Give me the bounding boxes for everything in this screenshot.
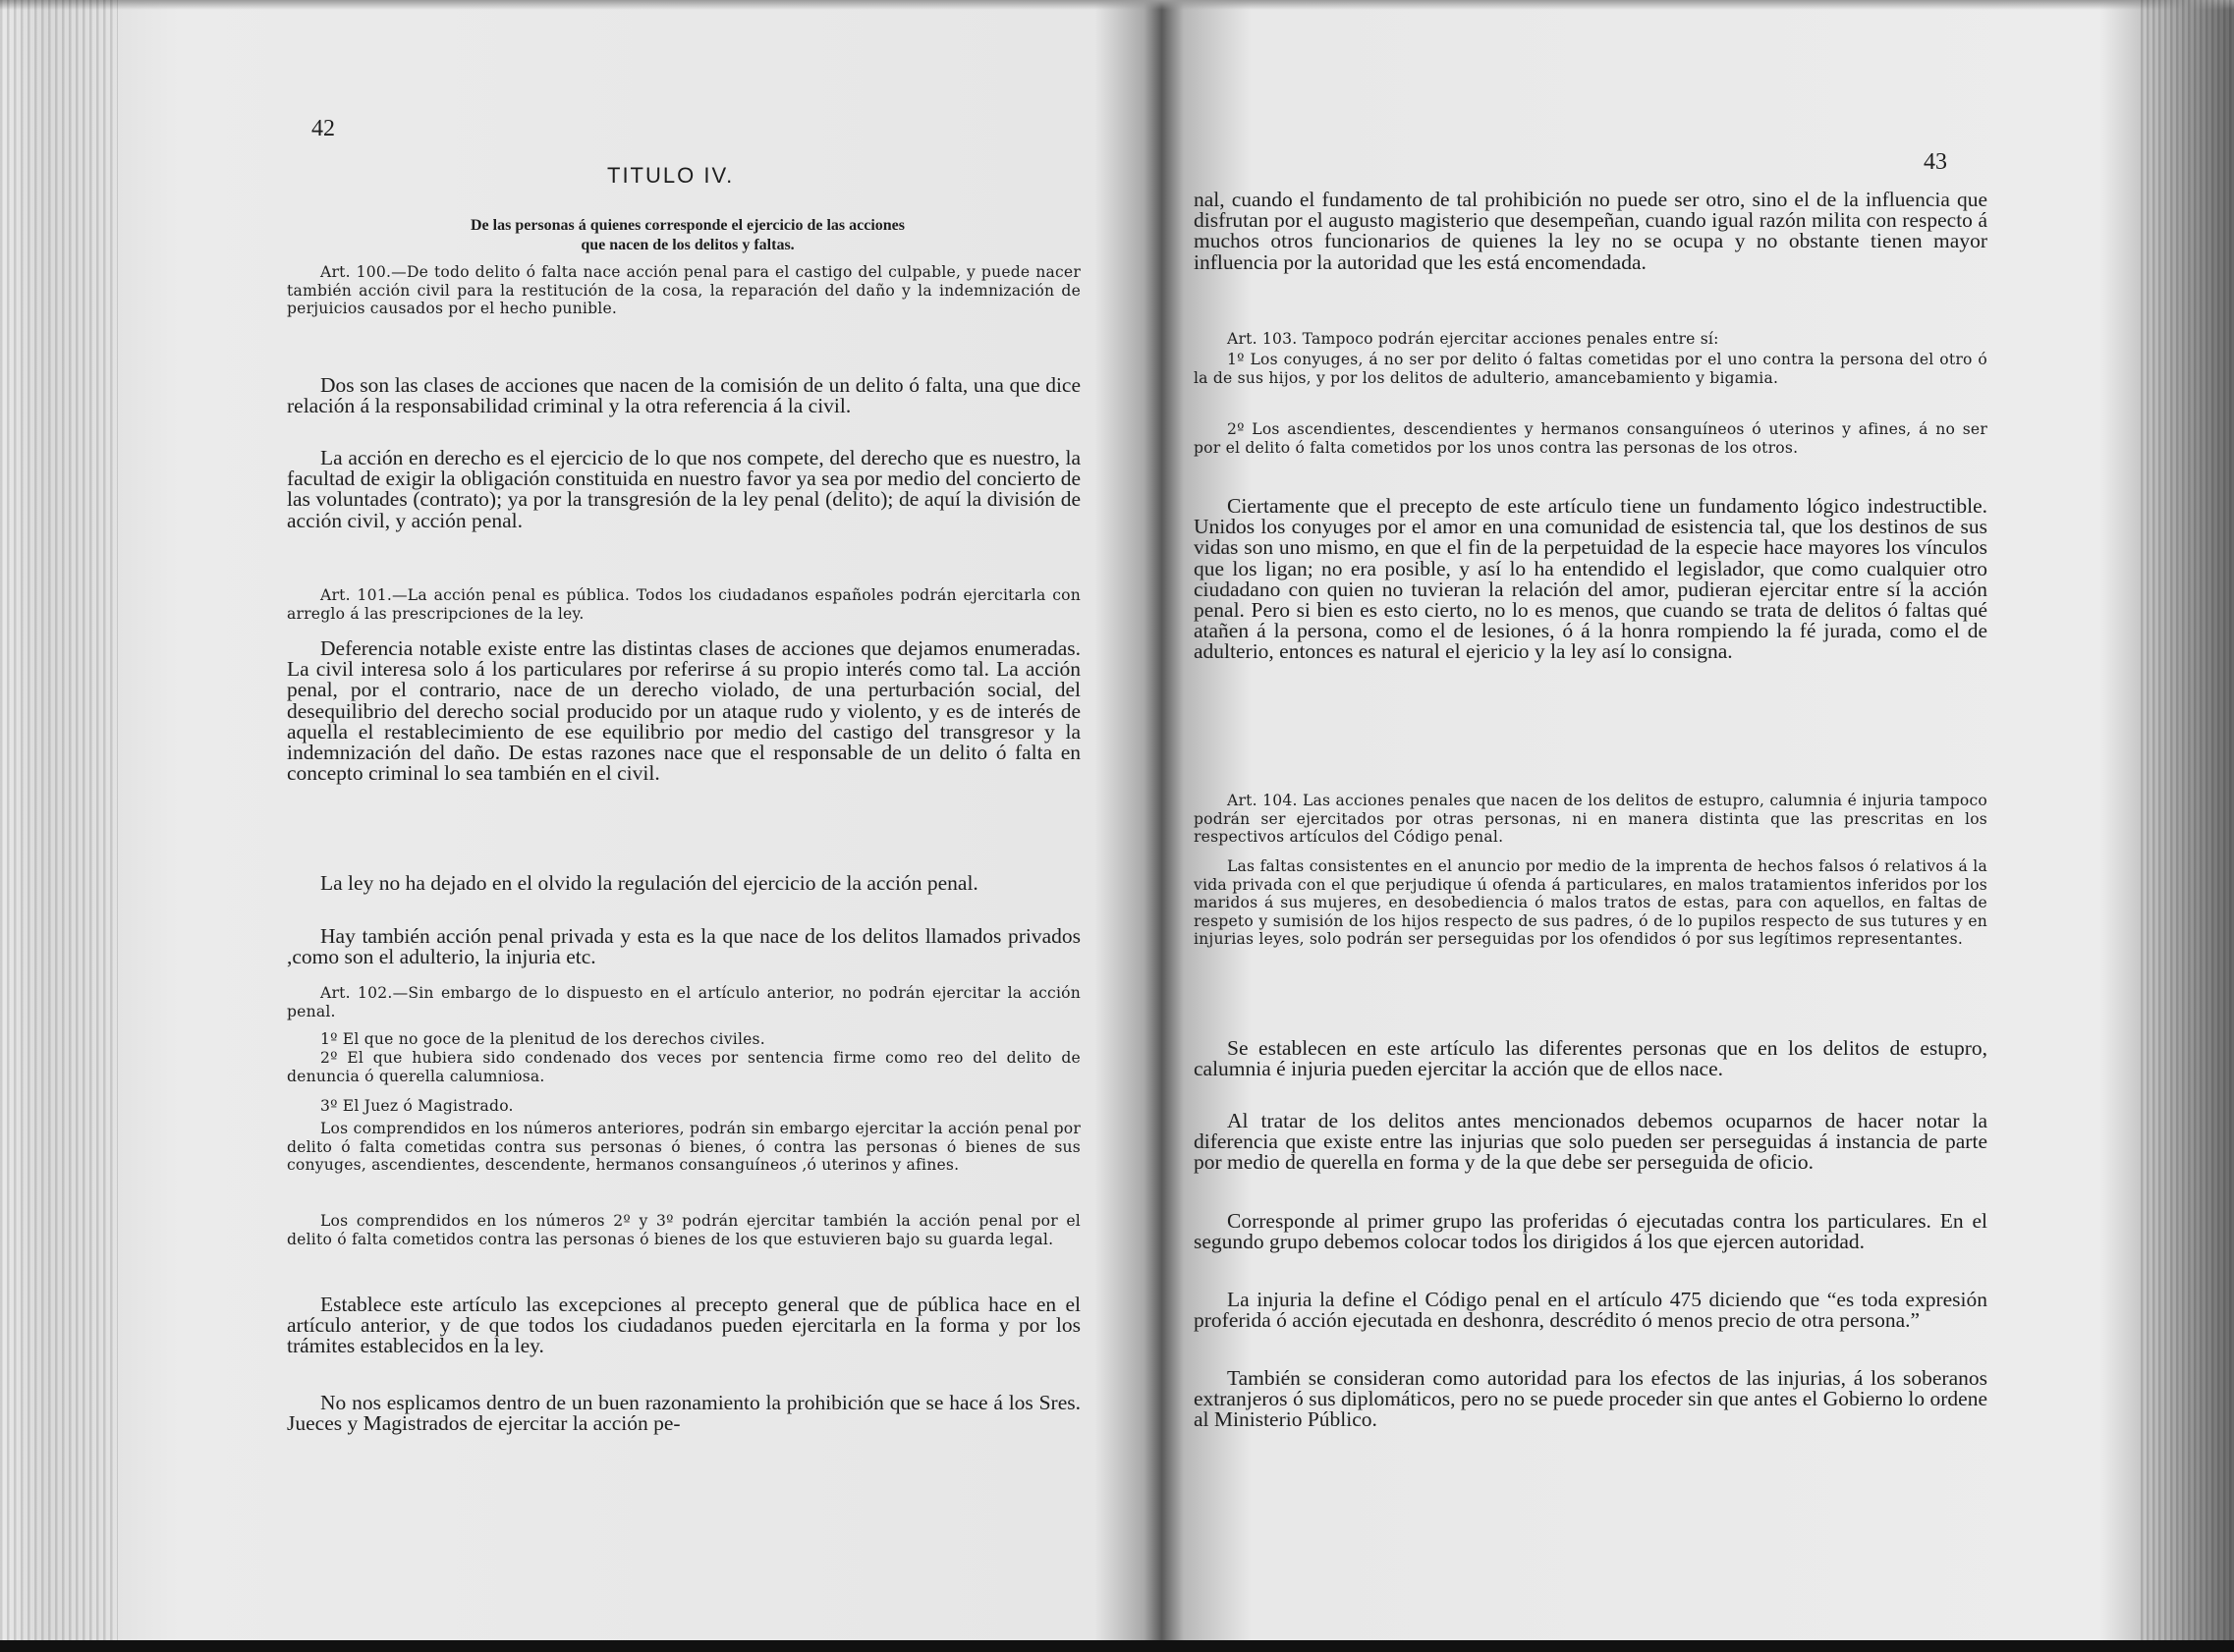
- paragraph: Hay también acción penal privada y esta es la que nace de los delitos llamados privados ,como son el adulterio, la injuria etc.: [287, 924, 1081, 969]
- article-102-paragraph: Los comprendidos en los números anteriores, podrán sin embargo ejercitar la acción penal por delito ó falta cometidas contra sus personas ó bienes, ó contra las personas ó bienes de sus conyuges, ascendientes, descendente, hermanos consanguíneos ,ó uterinos y afines.: [287, 1120, 1081, 1174]
- article-102-item-2: 2º El que hubiera sido condenado dos veces por sentencia firme como reo del delito de denuncia ó querella calumniosa.: [287, 1049, 1081, 1085]
- paragraph-continued: nal, cuando el fundamento de tal prohibición no puede ser otro, sino el de la influencia que disfrutan por el augusto magisterio que desempeñan, cuando igual razón milita con respecto á muchos otros funcionarios de quienes la ley no se ocupa y no obstante tienen mayor influencia por la autoridad que les está encomendada.: [1194, 188, 1987, 274]
- page-number: 42: [311, 116, 335, 141]
- paragraph: Al tratar de los delitos antes mencionados debemos ocuparnos de hacer notar la diferencia que existe entre las injurias que solo pueden ser perseguidas á instancia de parte por medio de querella en forma y de la que debe ser perseguida de oficio.: [1194, 1109, 1987, 1175]
- paragraph: Dos son las clases de acciones que nacen de la comisión de un delito ó falta, una que dice relación á la responsabilidad criminal y la otra referencia á la civil.: [287, 373, 1081, 418]
- paragraph: Corresponde al primer grupo las proferidas ó ejecutadas contra los particulares. En el segundo grupo debemos colocar todos los dirigidos á los que ejercen autoridad.: [1194, 1209, 1987, 1254]
- article-102: Art. 102.—Sin embargo de lo dispuesto en el artículo anterior, no podrán ejercitar la acción penal.: [287, 984, 1081, 1020]
- article-100: Art. 100.—De todo delito ó falta nace acción penal para el castigo del culpable, y puede nacer también acción civil para la restitución de la cosa, la reparación del daño y la indemnización de perjuicios causados por el hecho punible.: [287, 263, 1081, 317]
- article-102-item-1: 1º El que no goce de la plenitud de los derechos civiles.: [320, 1030, 765, 1048]
- article-102-item-3: 3º El Juez ó Magistrado.: [320, 1097, 514, 1115]
- chapter-title: TITULO IV.: [607, 163, 735, 188]
- article-101: Art. 101.—La acción penal es pública. Todos los ciudadanos españoles podrán ejercitarla con arreglo á las prescripciones de la ley.: [287, 586, 1081, 623]
- paragraph: Se establecen en este artículo las diferentes personas que en los delitos de estupro, calumnia é injuria pueden ejercitar la acción que de ellos nace.: [1194, 1036, 1987, 1081]
- right-page: [1154, 0, 2234, 1640]
- page-number: 43: [1924, 149, 1947, 175]
- paragraph: Deferencia notable existe entre las distintas clases de acciones que dejamos enumeradas. La civil interesa solo á los particulares por referirse á su propio interés como tal. La acción penal, por el contrario, nace de un derecho violado, de una perturbación social, del desequilibrio del derecho social producido por un ataque rudo y violento, y es de interés de aquella el restablecimiento de ese equilibrio por medio del castigo del transgresor y la indemnización del daño. De estas razones nace que el responsable de un delito ó falta en concepto criminal lo sea también en el civil.: [287, 636, 1081, 786]
- article-103-item-2: 2º Los ascendientes, descendientes y hermanos consanguíneos ó uterinos y afines, á no ser por el delito ó falta cometidos por los unos contra las personas de los otros.: [1194, 420, 1987, 457]
- paragraph: La acción en derecho es el ejercicio de lo que nos compete, del derecho que es nuestro, la facultad de exigir la obligación constituida en nuestro favor ya sea por medio del concierto de las voluntades (contrato); ya por la transgresión de la ley penal (delito); de aquí la división de acción civil, y acción penal.: [287, 446, 1081, 532]
- paragraph: También se consideran como autoridad para los efectos de las injurias, á los soberanos extranjeros ó sus diplomáticos, pero no se puede proceder sin que antes el Gobierno lo ordene al Ministerio Público.: [1194, 1366, 1987, 1432]
- article-102-paragraph: Los comprendidos en los números 2º y 3º podrán ejercitar también la acción penal por el delito ó falta cometidos contra las personas ó bienes de los que estuvieren bajo su guarda legal.: [287, 1212, 1081, 1248]
- chapter-subtitle-line-2: que nacen de los delitos y faltas.: [581, 237, 795, 253]
- paragraph: Ciertamente que el precepto de este artículo tiene un fundamento lógico indestructible. Unidos los conyuges por el amor en una comunidad de esistencia tal, que los destinos de sus vidas son uno mismo, en que el fin de la perpetuidad de la especie hace mayores los vínculos que los ligan; no era posible, y así lo ha entendido el legislador, que como cualquier otro ciudadano con quien no tuvieran la relación del amor, pudieran ejercitar entre sí la acción penal. Pero si bien es esto cierto, no lo es menos, que cuando se trata de delitos ó faltas qué atañen á la persona, como el de lesiones, ó á la honra rompiendo la fé jurada, como el de adulterio, entonces es natural el ejericio y la ley así lo consigna.: [1194, 494, 1987, 664]
- chapter-subtitle-line-1: De las personas á quienes corresponde el ejercicio de las acciones: [470, 217, 906, 234]
- paragraph: No nos esplicamos dentro de un buen razonamiento la prohibición que se hace á los Sres. Jueces y Magistrados de ejercitar la acción pe-: [287, 1391, 1081, 1436]
- scan-bottom-border: [0, 1640, 2234, 1652]
- article-103-item-1: 1º Los conyuges, á no ser por delito ó faltas cometidas por el uno contra la persona del otro ó la de sus hijos, y por los delitos de adulterio, amancebamiento y bigamia.: [1194, 351, 1987, 387]
- paragraph: La injuria la define el Código penal en el artículo 475 diciendo que “es toda expresión proferida ó acción ejecutada en deshonra, descrédito ó menos precio de otra persona.”: [1194, 1288, 1987, 1333]
- paragraph: Establece este artículo las excepciones al precepto general que de pública hace en el artículo anterior, y de que todos los ciudadanos pueden ejercitarla en la forma y por los trámites establecidos en la ley.: [287, 1293, 1081, 1358]
- article-104-paragraph: Las faltas consistentes en el anuncio por medio de la imprenta de hechos falsos ó relativos á la vida privada con el que perjudique ú ofenda á particulares, en malos tratamientos inferidos por los maridos á sus mujeres, en desobediencia ó malos tratos de estas, para con aquellos, en faltas de respeto y sumisión de los hijos respecto de sus padres, ó de lo pupilos respecto de sus tutures y en injurias leyes, solo podrán ser perseguidas por los ofendidos ó por sus legítimos representantes.: [1194, 857, 1987, 948]
- article-104: Art. 104. Las acciones penales que nacen de los delitos de estupro, calumnia é injuria tampoco podrán ser ejercitados por otras personas, ni en manera distinta que las prescritas en los respectivos artículos del Código penal.: [1194, 792, 1987, 846]
- article-103: Art. 103. Tampoco podrán ejercitar acciones penales entre sí:: [1227, 330, 1719, 348]
- paragraph: La ley no ha dejado en el olvido la regulación del ejercicio de la acción penal.: [320, 871, 978, 895]
